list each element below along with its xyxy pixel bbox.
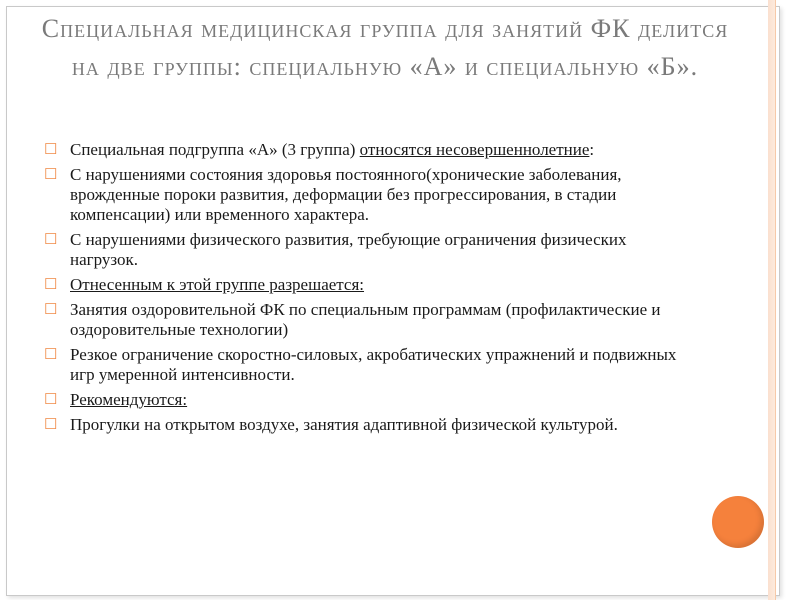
bullet-text: Специальная подгруппа «А» (3 группа) bbox=[70, 140, 360, 159]
checkbox-bullet-icon: ☐ bbox=[44, 347, 58, 363]
list-item bbox=[44, 230, 684, 270]
bullet-text: Резкое ограничение скоростно-силовых, акробатических упражнений и подвижных игр умеренной интенсивности. bbox=[70, 345, 677, 384]
bullet-text: Занятия оздоровительной ФК по специальным программам (профилактические и оздоровительные технологии) bbox=[70, 300, 661, 339]
right-decorative-line bbox=[775, 0, 776, 600]
bullet-list bbox=[44, 140, 684, 440]
list-item bbox=[44, 345, 684, 385]
list-item bbox=[44, 165, 684, 225]
list-item bbox=[44, 275, 684, 295]
checkbox-bullet-icon: ☐ bbox=[44, 417, 58, 433]
slide-title: Специальная медицинская группа для занятий ФК делится на две группы: специальную «А» и специальную «Б». bbox=[41, 14, 729, 81]
bullet-underlined-text: Отнесенным к этой группе разрешается: bbox=[70, 275, 365, 294]
checkbox-bullet-icon: ☐ bbox=[44, 392, 58, 408]
bullet-text-suffix: : bbox=[589, 140, 595, 159]
checkbox-bullet-icon: ☐ bbox=[44, 277, 58, 293]
checkbox-bullet-icon: ☐ bbox=[44, 142, 58, 158]
checkbox-bullet-icon: ☐ bbox=[44, 302, 58, 318]
list-item bbox=[44, 415, 684, 435]
bullet-text: С нарушениями состояния здоровья постоянного(хронические заболевания, врожденные пороки развития, деформации без прогрессирования, в стадии компенсации) или временного характера. bbox=[70, 165, 622, 224]
checkbox-bullet-icon: ☐ bbox=[44, 232, 58, 248]
checkbox-bullet-icon: ☐ bbox=[44, 167, 58, 183]
bullet-text: С нарушениями физического развития, требующие ограничения физических нагрузок. bbox=[70, 230, 627, 269]
orange-circle-decoration bbox=[712, 496, 764, 548]
bullet-underlined-text: относятся несовершеннолетние bbox=[359, 140, 590, 159]
list-item bbox=[44, 300, 684, 340]
bullet-text: Прогулки на открытом воздухе, занятия адаптивной физической культурой. bbox=[70, 415, 618, 434]
list-item bbox=[44, 140, 684, 160]
bullet-underlined-text: Рекомендуются: bbox=[70, 390, 188, 409]
list-item bbox=[44, 390, 684, 410]
